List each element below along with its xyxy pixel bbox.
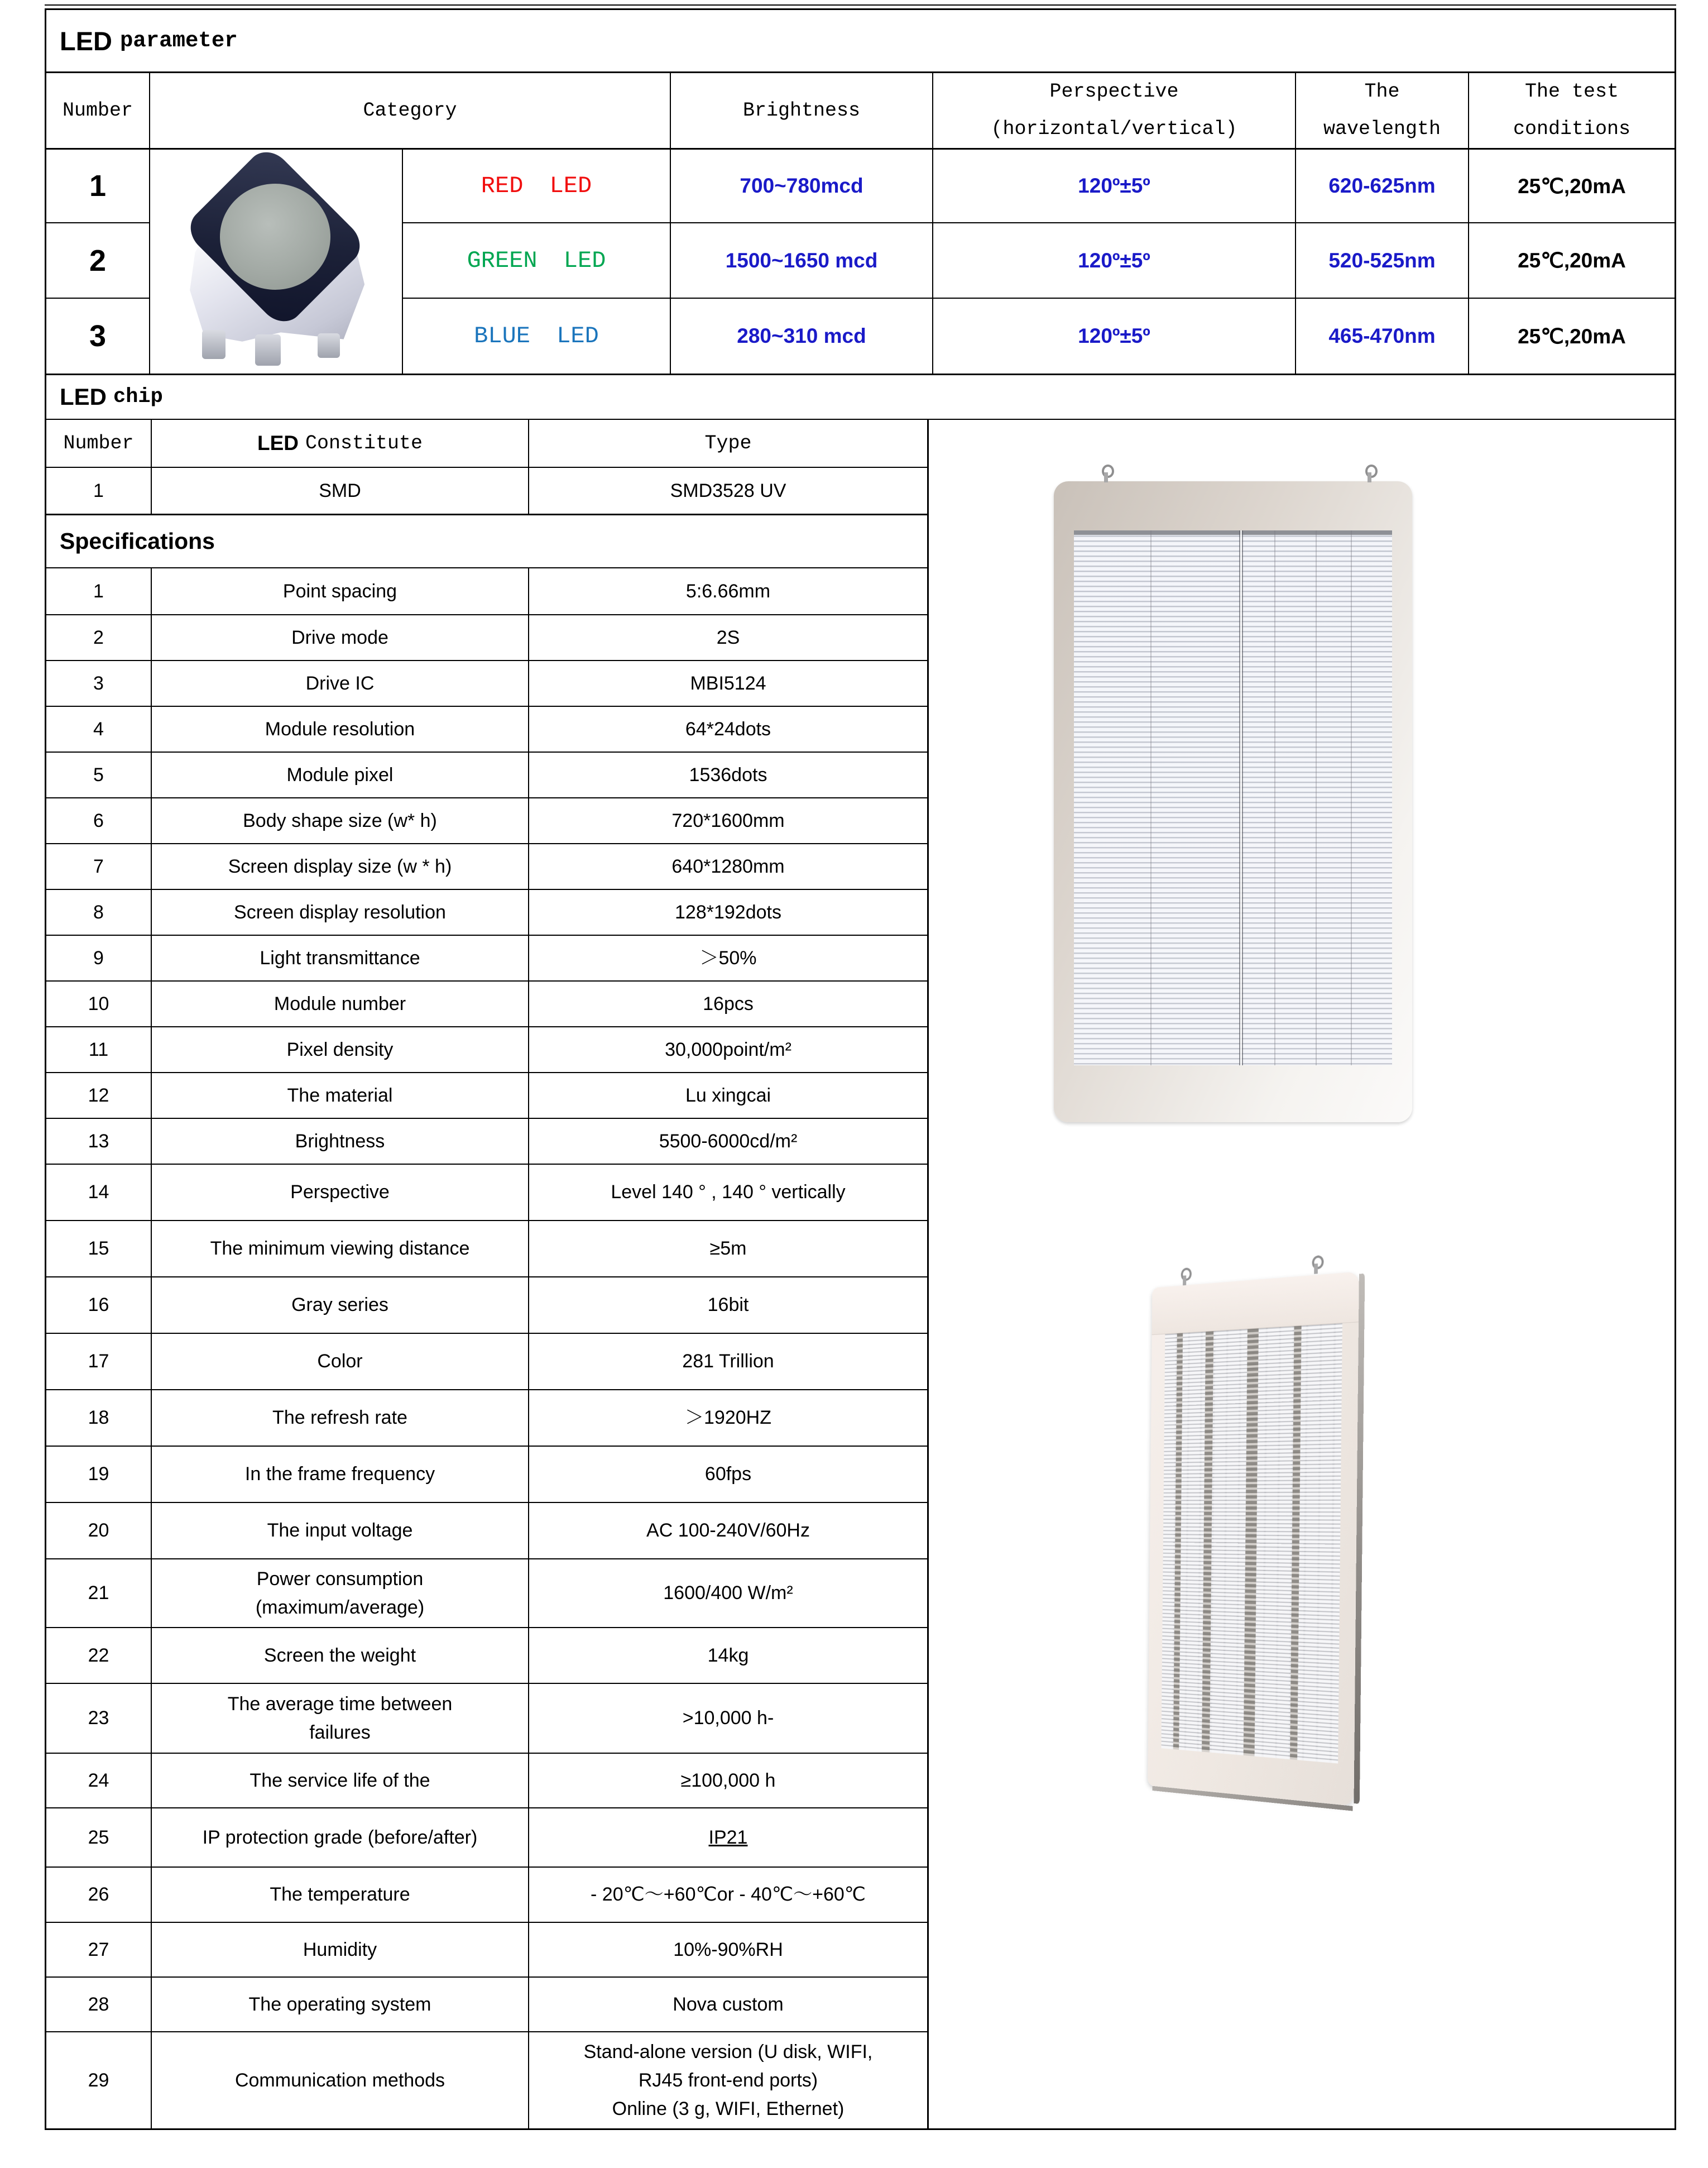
spec-value: 2S: [528, 615, 927, 660]
transparent-led-panel-angled-photo: [1127, 1271, 1381, 1808]
product-photos-area: [927, 420, 1675, 2128]
spec-num: 9: [93, 947, 104, 969]
spec-row: [46, 1627, 927, 1683]
spec-label: The operating system: [151, 1978, 528, 2031]
col-header-test-conditions: The test conditions: [1468, 73, 1675, 148]
smd-pin: [255, 334, 281, 366]
module-seam: [1274, 530, 1275, 1065]
brightness-value: 280~310 mcd: [670, 298, 932, 374]
module-seam: [1290, 1326, 1302, 1760]
spec-value: 720*1600mm: [528, 798, 927, 843]
table-row-number: 3: [46, 298, 149, 374]
hanging-hook-icon: [1180, 1267, 1190, 1286]
spec-num: 20: [88, 1520, 109, 1541]
spec-label: In the frame frequency: [151, 1447, 528, 1502]
spec-row: [46, 1446, 927, 1502]
spec-value: AC 100-240V/60Hz: [528, 1503, 927, 1558]
spec-row: [46, 1276, 927, 1333]
spec-label: Power consumption (maximum/average): [151, 1559, 528, 1627]
spec-label: Color: [151, 1334, 528, 1389]
smd-pin: [202, 330, 226, 359]
spec-num: 3: [93, 672, 104, 694]
perspective-value: 120º±5º: [932, 298, 1295, 374]
spec-num: 7: [93, 855, 104, 877]
spec-row: [46, 752, 927, 797]
spec-value: ＞1920HZ: [528, 1390, 927, 1446]
spec-value: 5500-6000cd/m²: [528, 1119, 927, 1164]
led-panel-bottom-edge: [1152, 1786, 1352, 1811]
spec-num: 23: [88, 1707, 109, 1729]
spec-label: Humidity: [151, 1923, 528, 1976]
col-header-category: Category: [149, 73, 670, 148]
spec-value: 30,000point/m²: [528, 1027, 927, 1072]
spec-label: Communication methods: [151, 2032, 528, 2128]
spec-row: [46, 1753, 927, 1807]
smd-led-photo-cell: [149, 148, 402, 374]
spec-value: Level 140 ° , 140 ° vertically: [528, 1165, 927, 1220]
spec-label: Point spacing: [151, 568, 528, 614]
spec-row: [46, 706, 927, 752]
test-conditions-value: 25℃,20mA: [1468, 148, 1675, 222]
spec-num: 21: [88, 1582, 109, 1604]
spec-num: 26: [88, 1884, 109, 1905]
module-seam: [1316, 530, 1317, 1065]
specifications-table: [46, 568, 927, 2128]
col-header-wavelength: The wavelength: [1295, 73, 1468, 148]
spec-num: 5: [93, 764, 104, 786]
wavelength-value: 620-625nm: [1295, 148, 1468, 222]
spec-num: 4: [93, 718, 104, 740]
spec-label: Drive IC: [151, 661, 528, 706]
spec-label: Module resolution: [151, 707, 528, 752]
col-header-perspective: Perspective (horizontal/vertical): [932, 73, 1295, 148]
transparent-led-panel-front-photo: [1054, 481, 1412, 1122]
spec-label: The temperature: [151, 1868, 528, 1922]
spec-value: 5:6.66mm: [528, 568, 927, 614]
spec-num: 24: [88, 1769, 109, 1791]
spec-value: ≥5m: [528, 1221, 927, 1276]
smd-pin: [318, 333, 340, 358]
perspective-value: 120º±5º: [932, 148, 1295, 222]
spec-label: Body shape size (w* h): [151, 798, 528, 843]
spec-row: [46, 1164, 927, 1220]
brightness-value: 700~780mcd: [670, 148, 932, 222]
spec-num: 19: [88, 1463, 109, 1485]
spec-num: 6: [93, 810, 104, 831]
spec-num: 1: [93, 580, 104, 602]
spec-row: [46, 1333, 927, 1389]
spec-num: 11: [88, 1038, 109, 1060]
hanging-hook-icon: [1101, 465, 1112, 484]
led-panel-screen: [1074, 530, 1392, 1065]
spec-value: 16pcs: [528, 982, 927, 1026]
spec-label: Brightness: [151, 1119, 528, 1164]
chip-col-header-number: Number: [63, 432, 134, 454]
spec-num: 15: [88, 1238, 109, 1259]
spec-num: 8: [93, 901, 104, 923]
module-seam: [1244, 1328, 1259, 1756]
chip-row-number: 1: [46, 467, 151, 514]
spec-label: The minimum viewing distance: [151, 1221, 528, 1276]
spec-num: 28: [88, 1993, 109, 2015]
smd-lens: [220, 184, 330, 290]
spec-row: [46, 1867, 927, 1922]
spec-row: [46, 1026, 927, 1072]
spec-sheet: [45, 8, 1676, 2130]
table-row-number: 2: [46, 222, 149, 298]
spec-row: [46, 843, 927, 889]
spec-num: 17: [88, 1351, 109, 1372]
led-panel-angled-body: [1148, 1271, 1359, 1806]
spec-num: 2: [93, 626, 104, 648]
spec-value: 281 Trillion: [528, 1334, 927, 1389]
spec-num: 12: [88, 1084, 109, 1106]
spec-label: Module number: [151, 982, 528, 1026]
spec-label: Perspective: [151, 1165, 528, 1220]
spec-num: 10: [88, 993, 109, 1014]
spec-row: [46, 2031, 927, 2128]
spec-row: [46, 980, 927, 1026]
spec-value: 128*192dots: [528, 890, 927, 935]
led-panel-screen: [1161, 1323, 1342, 1764]
chip-col-header-type: Type: [528, 420, 927, 467]
spec-row: [46, 660, 927, 706]
spec-label: IP protection grade (before/after): [151, 1808, 528, 1867]
wavelength-value: 520-525nm: [1295, 222, 1468, 298]
spec-value: ＞50%: [528, 936, 927, 980]
hanging-hook-icon: [1311, 1255, 1322, 1275]
spec-label: Screen display resolution: [151, 890, 528, 935]
spec-row: [46, 889, 927, 935]
led-category-label: RED LED: [402, 148, 670, 222]
spec-label: Screen the weight: [151, 1628, 528, 1683]
spec-value: 10%-90%RH: [528, 1923, 927, 1976]
spec-row: [46, 935, 927, 980]
spec-value: 64*24dots: [528, 707, 927, 752]
spec-row: [46, 1118, 927, 1164]
lower-section: [46, 420, 1675, 2128]
spec-label: Pixel density: [151, 1027, 528, 1072]
chip-col-header-constitute: LED Constitute: [151, 420, 528, 467]
module-seam: [1150, 530, 1152, 1065]
test-conditions-value: 25℃,20mA: [1468, 298, 1675, 374]
spec-label: Module pixel: [151, 753, 528, 797]
led-chip-table: [46, 420, 927, 514]
spec-value: 1536dots: [528, 753, 927, 797]
spec-num: 13: [88, 1130, 109, 1152]
spec-label: The refresh rate: [151, 1390, 528, 1446]
col-header-brightness: Brightness: [670, 73, 932, 148]
spec-label: The average time between failures: [151, 1684, 528, 1753]
spec-row: [46, 1502, 927, 1558]
hanging-hook-icon: [1364, 465, 1375, 484]
spec-row: [46, 1976, 927, 2031]
spec-value: >10,000 h-: [528, 1684, 927, 1753]
spec-row: [46, 1683, 927, 1753]
test-conditions-value: 25℃,20mA: [1468, 222, 1675, 298]
spec-row: [46, 614, 927, 660]
spec-value: Nova custom: [528, 1978, 927, 2031]
led-parameter-title-bold: LED: [60, 26, 112, 56]
spec-row: [46, 1922, 927, 1976]
module-seam: [1202, 1331, 1213, 1752]
module-seam: [1173, 1333, 1182, 1750]
led-chip-title: LED chip: [46, 375, 1675, 420]
spec-value: 14kg: [528, 1628, 927, 1683]
brightness-value: 1500~1650 mcd: [670, 222, 932, 298]
perspective-value: 120º±5º: [932, 222, 1295, 298]
spec-value: IP21: [528, 1808, 927, 1867]
spec-row: [46, 1807, 927, 1867]
spec-value: 640*1280mm: [528, 844, 927, 889]
wavelength-value: 465-470nm: [1295, 298, 1468, 374]
spec-value: - 20℃～+60℃or - 40℃～+60℃: [528, 1868, 927, 1922]
spec-num: 18: [88, 1407, 109, 1428]
spec-row: [46, 568, 927, 614]
led-panel-side-edge: [1354, 1274, 1365, 1804]
spec-value: 60fps: [528, 1447, 927, 1502]
led-category-label: GREEN LED: [402, 222, 670, 298]
smd-led-photo: [174, 166, 377, 357]
spec-label: Gray series: [151, 1277, 528, 1333]
led-parameter-table: [46, 73, 1675, 375]
chip-row-constitute: SMD: [151, 467, 528, 514]
spec-label: Screen display size (w * h): [151, 844, 528, 889]
spec-value: Stand-alone version (U disk, WIFI, RJ45 front-end ports) Online (3 g, WIFI, Ethernet): [528, 2032, 927, 2128]
spec-value: 16bit: [528, 1277, 927, 1333]
spec-row: [46, 797, 927, 843]
table-row-number: 1: [46, 148, 149, 222]
specifications-title: Specifications: [46, 514, 927, 568]
spec-num: 14: [88, 1181, 109, 1203]
spec-num: 16: [88, 1294, 109, 1315]
module-seam: [1351, 530, 1352, 1065]
led-category-label: BLUE LED: [402, 298, 670, 374]
spec-num: 25: [88, 1826, 109, 1848]
spec-label: The service life of the: [151, 1754, 528, 1807]
spec-value: ≥100,000 h: [528, 1754, 927, 1807]
module-seam: [1239, 530, 1243, 1065]
spec-row: [46, 1072, 927, 1118]
spec-row: [46, 1558, 927, 1627]
spec-num: 27: [88, 1939, 109, 1960]
spec-value: MBI5124: [528, 661, 927, 706]
spec-value: 1600/400 W/m²: [528, 1559, 927, 1627]
spec-label: Light transmittance: [151, 936, 528, 980]
spec-label: Drive mode: [151, 615, 528, 660]
led-parameter-title: [46, 10, 1675, 73]
spec-row: [46, 1389, 927, 1446]
spec-num: 29: [88, 2069, 109, 2091]
spec-label: The input voltage: [151, 1503, 528, 1558]
led-parameter-title-rest: parameter: [120, 28, 238, 53]
spec-num: 22: [88, 1644, 109, 1666]
col-header-number: Number: [62, 99, 133, 122]
left-tables: [46, 420, 927, 2128]
spec-label: The material: [151, 1073, 528, 1118]
spec-value: Lu xingcai: [528, 1073, 927, 1118]
spec-row: [46, 1220, 927, 1276]
chip-row-type: SMD3528 UV: [528, 467, 927, 514]
